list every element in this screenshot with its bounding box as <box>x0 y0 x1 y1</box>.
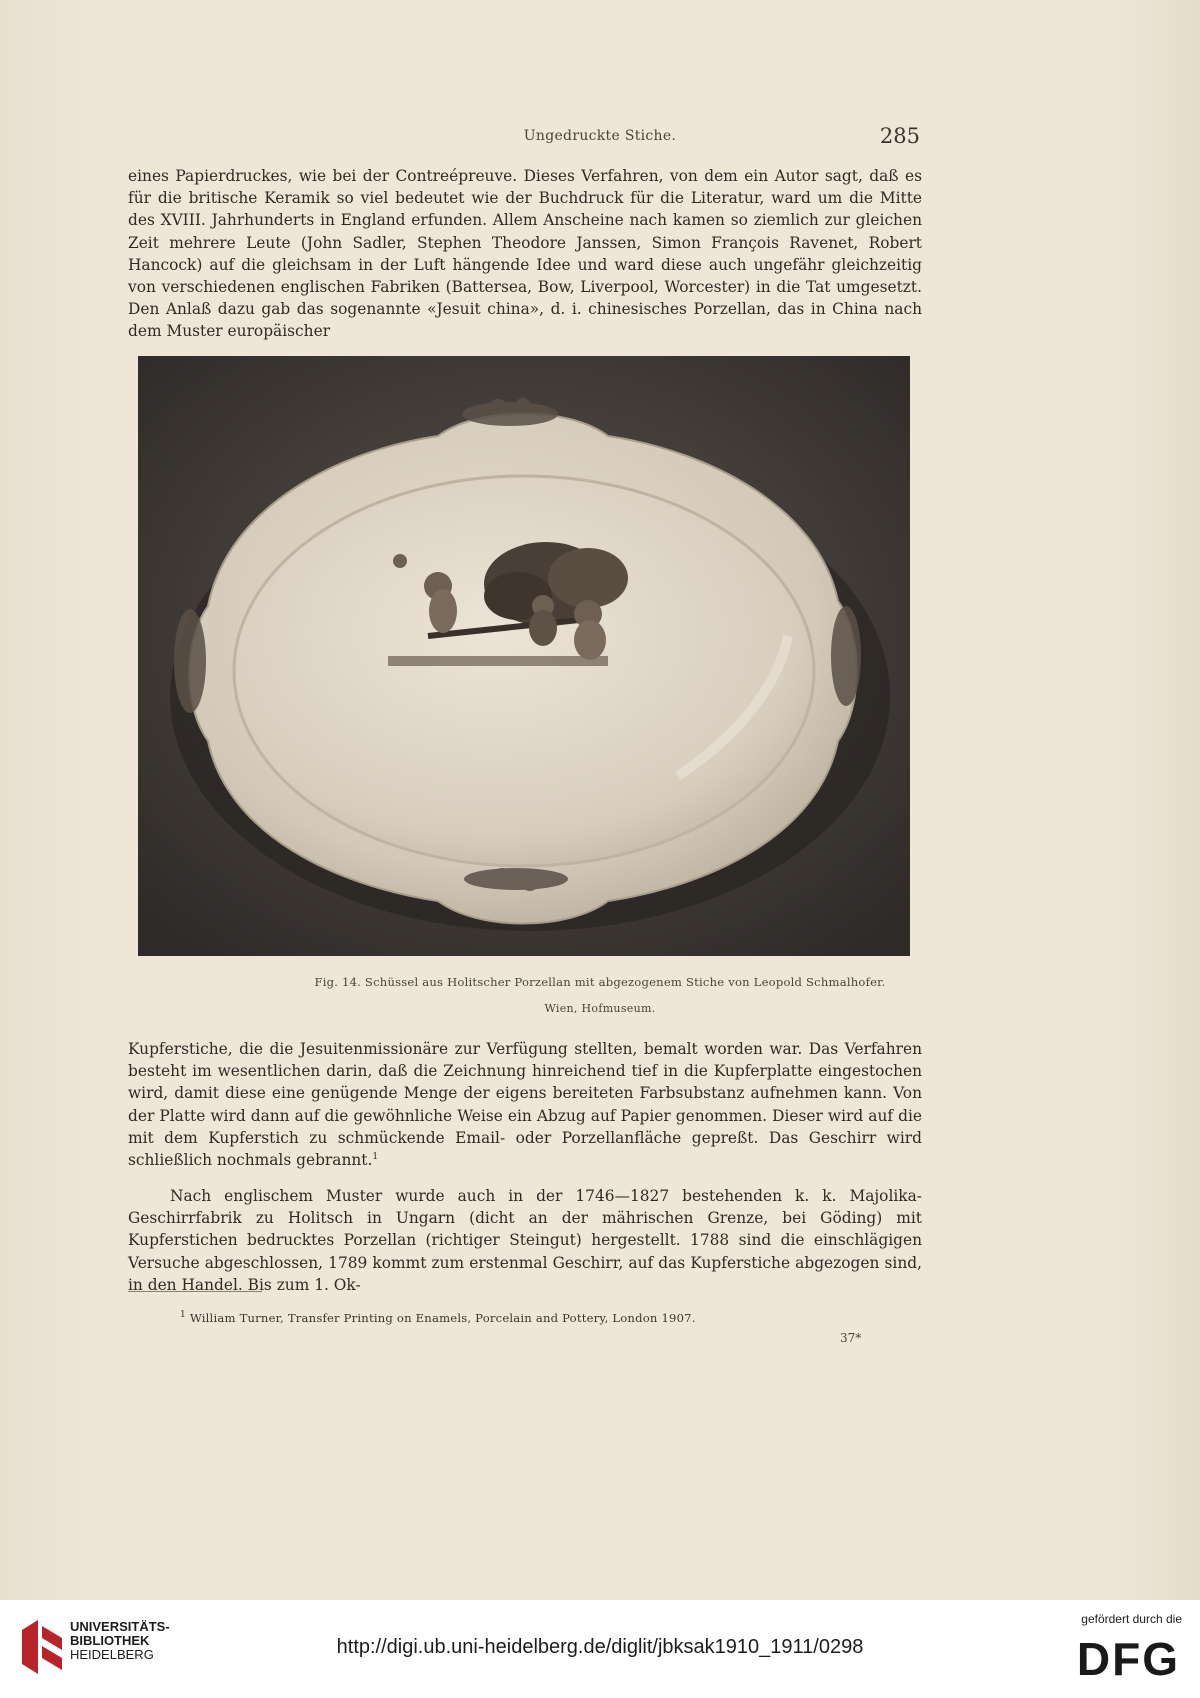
figure-caption: Fig. 14. Schüssel aus Holitscher Porzellan mit abgezogenem Stiche von Leopold Schmalhofer. <box>314 975 886 989</box>
signature-mark: 37* <box>840 1331 862 1345</box>
footnote <box>180 1311 696 1325</box>
paragraph-3: Nach englischem Muster wurde auch in der 1746—1827 bestehenden k. k. Majolika-Geschirrfabrik zu Holitsch in Ungarn (dicht an der mährischen Grenze, bei Göding) mit Kupferstichen bedrucktes Porzellan (richtiger Steingut) hergestellt. 1788 sind die einschlägigen Versuche abgeschlossen, 1789 kommt zum erstenmal Geschirr, auf das Kupferstiche abgezogen sind, in den Handel. Bis zum 1. Ok- <box>128 1187 922 1294</box>
footer-bar <box>0 1600 1200 1698</box>
figure-plate-photo <box>138 356 910 956</box>
dfg-logo: DFG <box>1076 1633 1180 1685</box>
running-title: Ungedruckte Stiche. <box>523 128 677 144</box>
paragraph-1: eines Papierdruckes, wie bei der Contreépreuve. Dieses Verfahren, von dem ein Autor sagt, daß es für die britische Keramik so viel bedeutet wie der Buchdruck für die Literatur, ward um die Mitte des XVIII. Jahrhunderts in England erfunden. Allem Anscheine nach kamen so ziemlich zur gleichen Zeit mehrere Leute (John Sadler, Stephen Theodore Janssen, Simon François Ravenet, Robert Hancock) auf die gleichsam in der Luft hängende Idee und ward diese auch ungefähr gleichzeitig von verschiedenen englischen Fabriken (Battersea, Bow, Liverpool, Worcester) in die Tat umgesetzt. Den Anlaß dazu gab das sogenannte «Jesuit china», d. i. chinesisches Porzellan, das in China nach dem Muster europäischer <box>128 167 922 341</box>
funder-label: gefördert durch die <box>1081 1612 1182 1626</box>
footnote-reference: 1 <box>372 1151 379 1162</box>
figure-subcaption: Wien, Hofmuseum. <box>544 1002 656 1015</box>
library-name-line-3: HEIDELBERG <box>70 1647 154 1662</box>
porcelain-dish-illustration <box>138 356 910 956</box>
page-number: 285 <box>879 124 920 148</box>
library-name-line-2: BIBLIOTHEK <box>70 1633 150 1648</box>
source-url-link[interactable]: http://digi.ub.uni-heidelberg.de/diglit/jbksak1910_1911/0298 <box>336 1636 864 1658</box>
paragraph-2 <box>128 1038 922 1171</box>
paragraph-2-text: Kupferstiche, die die Jesuitenmissionäre zur Verfügung stellten, bemalt worden war. Das Verfahren besteht im wesentlichen darin, daß die Zeichnung hinreichend tief in die Kupferplatte eingestochen wird, damit diese eine genügende Menge der eigens bereiteten Farbsubstanz aufnehmen kann. Von der Platte wird dann auf die gewöhnliche Weise ein Abzug auf Papier genommen. Dieser wird auf die mit dem Kupferstich zu schmückende Email- oder Porzellanfläche gepreßt. Das Geschirr wird schließlich nochmals gebrannt. <box>128 1040 922 1170</box>
library-name-line-1: UNIVERSITÄTS- <box>70 1619 170 1634</box>
footnote-divider <box>128 1291 262 1292</box>
footnote-text: William Turner, Transfer Printing on Enamels, Porcelain and Pottery, London 1907. <box>189 1311 696 1325</box>
footnote-marker: 1 <box>180 1310 186 1321</box>
